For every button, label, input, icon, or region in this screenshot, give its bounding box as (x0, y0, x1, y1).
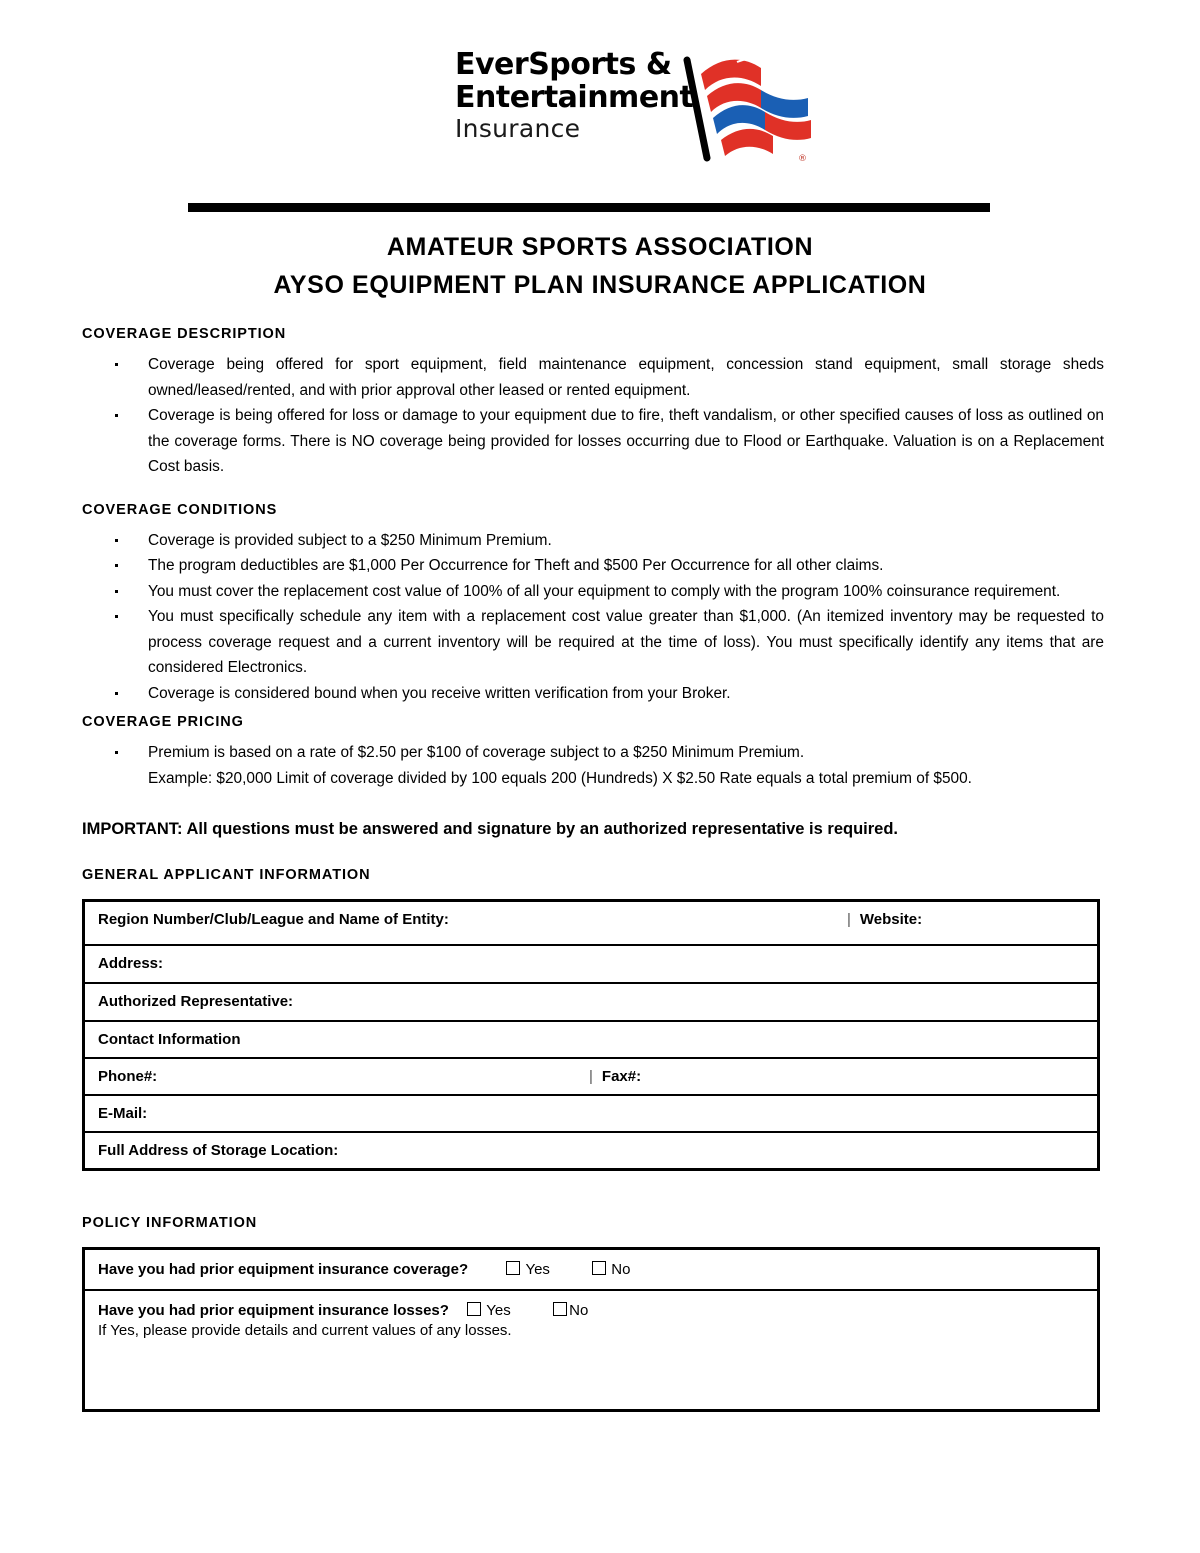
pricing-example-text: Example: $20,000 Limit of coverage divided by 100 equals 200 (Hundreds) X $2.50 Rate equals a total premium of $500. (148, 769, 972, 787)
table-row (84, 1132, 1099, 1170)
table-row (84, 1058, 1099, 1095)
list-item (82, 740, 1104, 791)
prior-coverage-question-cell (84, 1249, 1099, 1291)
website-label: Website: (859, 911, 923, 928)
table-row (84, 983, 1099, 1021)
section-heading-general-applicant-information: GENERAL APPLICANT INFORMATION (82, 867, 371, 883)
prior-losses-yes-label: Yes (486, 1302, 511, 1319)
address-label: Address: (98, 954, 164, 972)
region-and-website-cell[interactable] (84, 901, 1099, 945)
email-cell[interactable] (84, 1095, 1099, 1132)
list-item: Coverage is considered bound when you receive written verification from your Broker. (82, 681, 1104, 707)
prior-losses-no-checkbox[interactable] (553, 1302, 567, 1316)
coverage-description-list (82, 352, 1104, 480)
website-divider-tick: | (847, 911, 851, 928)
page-title (0, 228, 1200, 304)
prior-coverage-yes-label: Yes (525, 1261, 550, 1278)
fax-divider-tick: | (589, 1067, 593, 1085)
table-row (84, 1290, 1099, 1410)
phone-and-fax-cell[interactable] (84, 1058, 1099, 1095)
fax-label: Fax#: (601, 1067, 642, 1085)
section-heading-coverage-pricing: COVERAGE PRICING (82, 714, 244, 730)
list-item: You must specifically schedule any item with a replacement cost value greater than $1,000. (An itemized inventory may be requested to process coverage request and a current inventory will be required at the time of loss). You must specifically identify any items that are considered Electronics. (82, 604, 1104, 681)
general-applicant-table (82, 899, 1100, 1171)
registered-trademark-icon: ® (798, 154, 807, 164)
authorized-representative-label: Authorized Representative: (98, 992, 294, 1010)
prior-losses-yes-checkbox[interactable] (467, 1302, 481, 1316)
contact-information-cell (84, 1021, 1099, 1058)
table-row (84, 1249, 1099, 1291)
table-row (84, 901, 1099, 945)
prior-coverage-no-label: No (611, 1261, 631, 1278)
important-notice: IMPORTANT: All questions must be answered and signature by an authorized representative is required. (82, 820, 899, 838)
authorized-representative-cell[interactable] (84, 983, 1099, 1021)
table-row (84, 945, 1099, 983)
table-row (84, 1021, 1099, 1058)
policy-information-table (82, 1247, 1100, 1412)
pricing-rate-text: Premium is based on a rate of $2.50 per $100 of coverage subject to a $250 Minimum Premium. (148, 744, 805, 761)
phone-label: Phone#: (98, 1067, 158, 1085)
prior-losses-question-text: Have you had prior equipment insurance losses? (98, 1302, 449, 1319)
header-divider-rule (188, 203, 990, 212)
section-heading-policy-information: POLICY INFORMATION (82, 1215, 258, 1231)
prior-losses-no-label: No (569, 1302, 589, 1319)
list-item: Coverage is provided subject to a $250 Minimum Premium. (82, 528, 1104, 554)
table-row (84, 1095, 1099, 1132)
prior-losses-note: If Yes, please provide details and current values of any losses. (98, 1322, 512, 1339)
section-heading-coverage-conditions: COVERAGE CONDITIONS (82, 501, 278, 518)
prior-losses-question-cell[interactable] (84, 1290, 1099, 1410)
logo-line-3: Insurance (455, 114, 581, 143)
prior-coverage-question-text: Have you had prior equipment insurance coverage? (98, 1261, 469, 1278)
list-item: You must cover the replacement cost value of 100% of all your equipment to comply with the program 100% coinsurance requirement. (82, 579, 1104, 605)
waving-flag-icon (677, 50, 815, 162)
title-line-1: AMATEUR SPORTS ASSOCIATION (386, 233, 814, 261)
contact-information-label: Contact Information (98, 1030, 241, 1048)
list-item: Coverage being offered for sport equipment, field maintenance equipment, concession stand equipment, small storage sheds owned/leased/rented, and with prior approval other leased or rented equipment. (82, 352, 1104, 403)
email-label: E-Mail: (98, 1104, 148, 1122)
region-label: Region Number/Club/League and Name of Entity: (98, 911, 449, 928)
title-line-2: AYSO EQUIPMENT PLAN INSURANCE APPLICATION (273, 271, 927, 299)
prior-coverage-no-checkbox[interactable] (592, 1261, 606, 1275)
address-cell[interactable] (84, 945, 1099, 983)
list-item: Coverage is being offered for loss or damage to your equipment due to fire, theft vandalism, or other specified causes of loss as outlined on the coverage forms. There is NO coverage being provided for losses occurring due to Flood or Earthquake. Valuation is on a Replacement Cost basis. (82, 403, 1104, 480)
coverage-pricing-list (82, 740, 1104, 791)
section-heading-coverage-description: COVERAGE DESCRIPTION (82, 326, 287, 342)
storage-location-label: Full Address of Storage Location: (98, 1141, 339, 1159)
prior-coverage-yes-checkbox[interactable] (506, 1261, 520, 1275)
company-logo (455, 48, 815, 168)
logo-line-1: EverSports & (455, 47, 672, 82)
coverage-conditions-list (82, 528, 1104, 707)
logo-line-2: Entertainment (455, 80, 694, 115)
document-body (82, 326, 1104, 1412)
storage-location-cell[interactable] (84, 1132, 1099, 1170)
logo-wordmark (455, 47, 694, 144)
list-item: The program deductibles are $1,000 Per Occurrence for Theft and $500 Per Occurrence for all other claims. (82, 553, 1104, 579)
